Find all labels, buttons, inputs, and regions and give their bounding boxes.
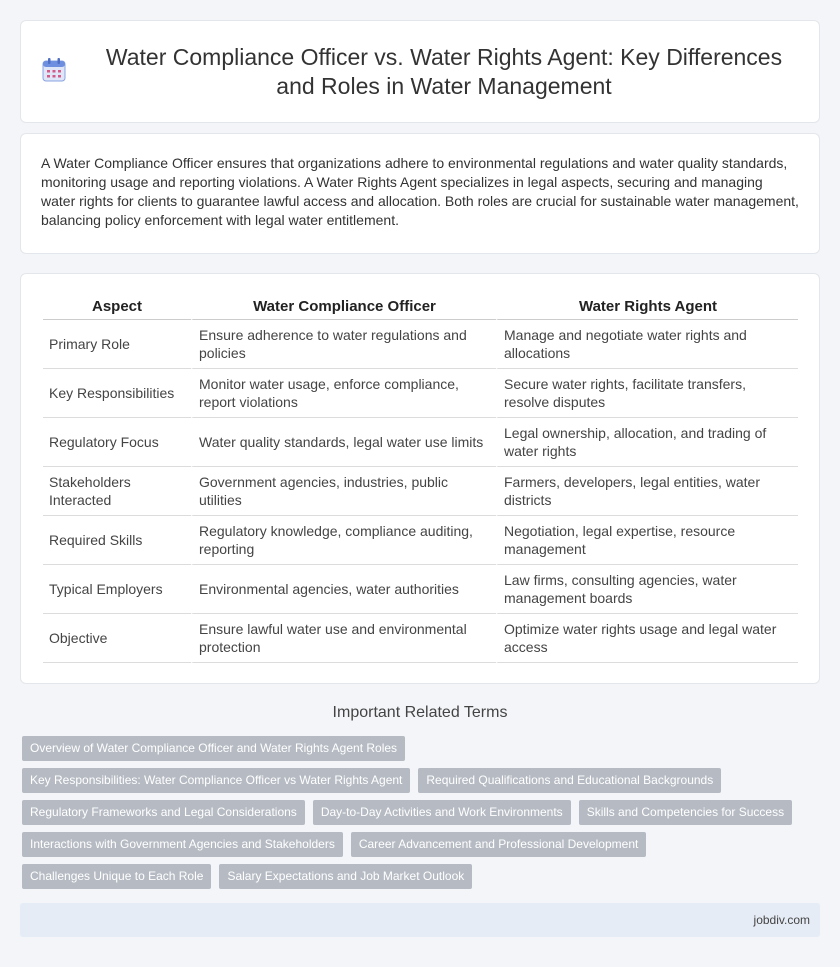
related-term-tag[interactable]: Day-to-Day Activities and Work Environments: [313, 800, 571, 825]
cell-aspect: Primary Role: [43, 320, 191, 369]
cell-compliance-officer: Monitor water usage, enforce compliance, report violations: [191, 369, 496, 418]
cell-aspect: Regulatory Focus: [43, 418, 191, 467]
cell-rights-agent: Manage and negotiate water rights and allocations: [496, 320, 798, 369]
cell-rights-agent: Secure water rights, facilitate transfers, resolve disputes: [496, 369, 798, 418]
header-card: [20, 20, 820, 123]
related-term-tag[interactable]: Overview of Water Compliance Officer and Water Rights Agent Roles: [22, 736, 405, 761]
calendar-icon: [41, 57, 67, 83]
header-aspect: Aspect: [43, 294, 191, 320]
cell-compliance-officer: Water quality standards, legal water use limits: [191, 418, 496, 467]
cell-aspect: Typical Employers: [43, 565, 191, 614]
table-row: [43, 320, 798, 369]
related-term-tag[interactable]: Regulatory Frameworks and Legal Considerations: [22, 800, 305, 825]
table-row: [43, 369, 798, 418]
comparison-table-card: [20, 273, 820, 684]
related-term-tag[interactable]: Skills and Competencies for Success: [579, 800, 792, 825]
cell-rights-agent: Legal ownership, allocation, and trading of water rights: [496, 418, 798, 467]
cell-rights-agent: Law firms, consulting agencies, water management boards: [496, 565, 798, 614]
table-header-row: [43, 294, 798, 320]
footer: [20, 903, 820, 937]
related-term-tag[interactable]: Salary Expectations and Job Market Outlook: [219, 864, 472, 889]
cell-aspect: Objective: [43, 614, 191, 663]
cell-rights-agent: Farmers, developers, legal entities, water districts: [496, 467, 798, 516]
intro-paragraph: A Water Compliance Officer ensures that organizations adhere to environmental regulations and water quality standards, monitoring usage and reporting violations. A Water Rights Agent specializes in legal aspects, securing and managing water rights for clients to guarantee lawful access and allocation. Both roles are crucial for sustainable water management, balancing policy enforcement with legal water entitlement.: [41, 155, 799, 228]
cell-rights-agent: Optimize water rights usage and legal water access: [496, 614, 798, 663]
related-terms-list: [22, 736, 802, 896]
cell-aspect: Key Responsibilities: [43, 369, 191, 418]
related-term-tag[interactable]: Challenges Unique to Each Role: [22, 864, 211, 889]
cell-aspect: Required Skills: [43, 516, 191, 565]
footer-site-link[interactable]: jobdiv.com: [753, 913, 810, 927]
cell-compliance-officer: Government agencies, industries, public utilities: [191, 467, 496, 516]
table-row: [43, 614, 798, 663]
related-terms-heading: Important Related Terms: [332, 704, 508, 721]
cell-compliance-officer: Ensure adherence to water regulations and policies: [191, 320, 496, 369]
table-row: [43, 516, 798, 565]
cell-rights-agent: Negotiation, legal expertise, resource management: [496, 516, 798, 565]
table-row: [43, 565, 798, 614]
header-water-compliance-officer: Water Compliance Officer: [191, 294, 496, 320]
header-water-rights-agent: Water Rights Agent: [496, 294, 798, 320]
cell-aspect: Stakeholders Interacted: [43, 467, 191, 516]
cell-compliance-officer: Regulatory knowledge, compliance auditing, reporting: [191, 516, 496, 565]
cell-compliance-officer: Ensure lawful water use and environmental protection: [191, 614, 496, 663]
cell-compliance-officer: Environmental agencies, water authorities: [191, 565, 496, 614]
page-title: Water Compliance Officer vs. Water Rights Agent: Key Differences and Roles in Water Management: [105, 43, 783, 99]
related-term-tag[interactable]: Career Advancement and Professional Development: [351, 832, 647, 857]
related-term-tag[interactable]: Key Responsibilities: Water Compliance Officer vs Water Rights Agent: [22, 768, 410, 793]
table-row: [43, 467, 798, 516]
related-term-tag[interactable]: Interactions with Government Agencies and Stakeholders: [22, 832, 343, 857]
table-row: [43, 418, 798, 467]
comparison-table: [43, 294, 798, 663]
related-term-tag[interactable]: Required Qualifications and Educational Backgrounds: [418, 768, 721, 793]
intro-card: [20, 133, 820, 254]
